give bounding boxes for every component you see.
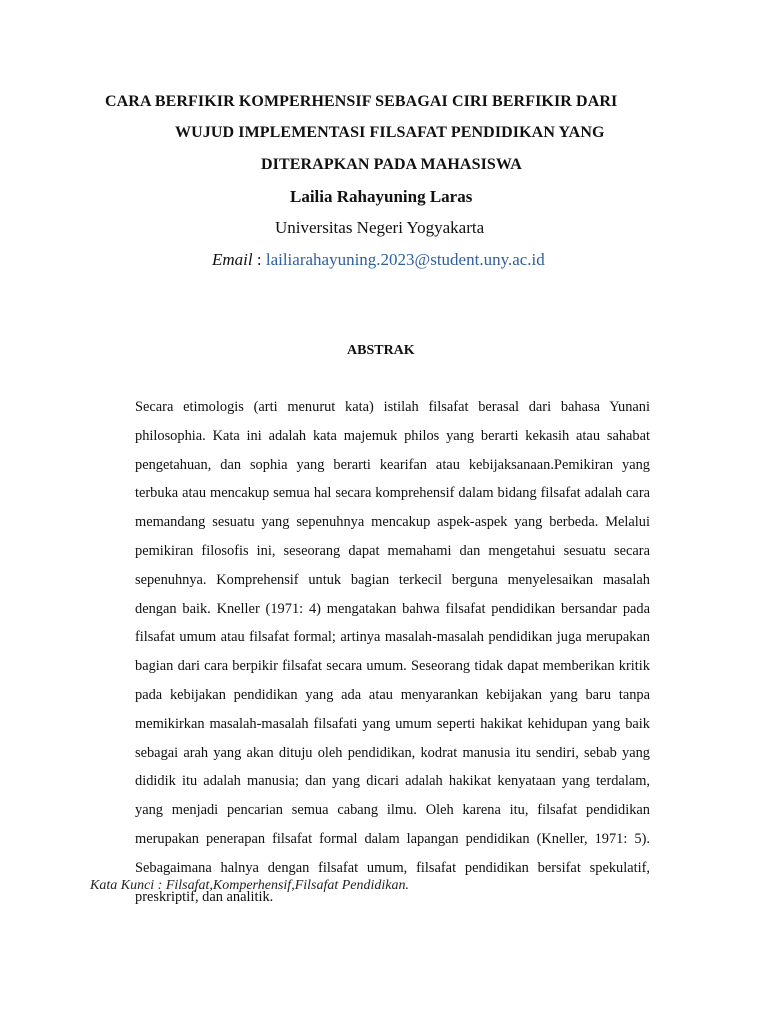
abstract-heading: ABSTRAK bbox=[347, 343, 415, 358]
paper-title-line-1: CARA BERFIKIR KOMPERHENSIF SEBAGAI CIRI BERFIKIR DARI bbox=[105, 93, 618, 110]
author-affiliation: Universitas Negeri Yogyakarta bbox=[275, 218, 485, 237]
email-link[interactable]: lailiarahayuning.2023@student.uny.ac.id bbox=[265, 250, 545, 269]
author-name: Lailia Rahayuning Laras bbox=[290, 187, 473, 206]
email-separator: : bbox=[252, 250, 266, 269]
abstract-body: Secara etimologis (arti menurut kata) istilah filsafat berasal dari bahasa Yunani philosophia. Kata ini adalah kata majemuk philos yang berarti kekasih atau sahabat pengetahuan, dan sophia yang berarti kearifan atau kebijaksanaan.Pemikiran yang terbuka atau mencakup semua hal secara komprehensif dalam bidang filsafat adalah cara memandang sesuatu yang sepenuhnya mencakup aspek-aspek yang berbeda. Melalui pemikiran filosofis ini, seseorang dapat memahami dan mengetahui sesuatu secara sepenuhnya. Komprehensif untuk bagian terkecil berguna menyelesaikan masalah dengan baik. Kneller (1971: 4) mengatakan bahwa filsafat pendidikan bersandar pada filsafat umum atau filsafat formal; artinya masalah-masalah pendidikan juga merupakan bagian dari cara berpikir filsafat secara umum. Seseorang tidak dapat memberikan kritik pada kebijakan pendidikan yang ada atau menyarankan kebijakan yang baru tanpa memikirkan masalah-masalah filsafati yang umum seperti hakikat kehidupan yang baik sebagai arah yang akan dituju oleh pendidikan, kodrat manusia itu sendiri, sebab yang dididik itu adalah manusia; dan yang dicari adalah hakikat kenyataan yang terdalam, yang menjadi pencarian semua cabang ilmu. Oleh karena itu, filsafat pendidikan merupakan penerapan filsafat formal dalam lapangan pendidikan (Kneller, 1971: 5). Sebagaimana halnya dengan filsafat umum, filsafat pendidikan bersifat spekulatif, preskriptif, dan analitik. bbox=[135, 399, 650, 905]
author-email-line bbox=[212, 250, 545, 270]
paper-title-line-3: DITERAPKAN PADA MAHASISWA bbox=[261, 156, 522, 173]
email-label: Email bbox=[212, 250, 253, 269]
keywords: Kata Kunci : Filsafat,Komperhensif,Filsafat Pendidikan. bbox=[90, 878, 410, 893]
paper-title-line-2: WUJUD IMPLEMENTASI FILSAFAT PENDIDIKAN YANG bbox=[175, 124, 605, 141]
